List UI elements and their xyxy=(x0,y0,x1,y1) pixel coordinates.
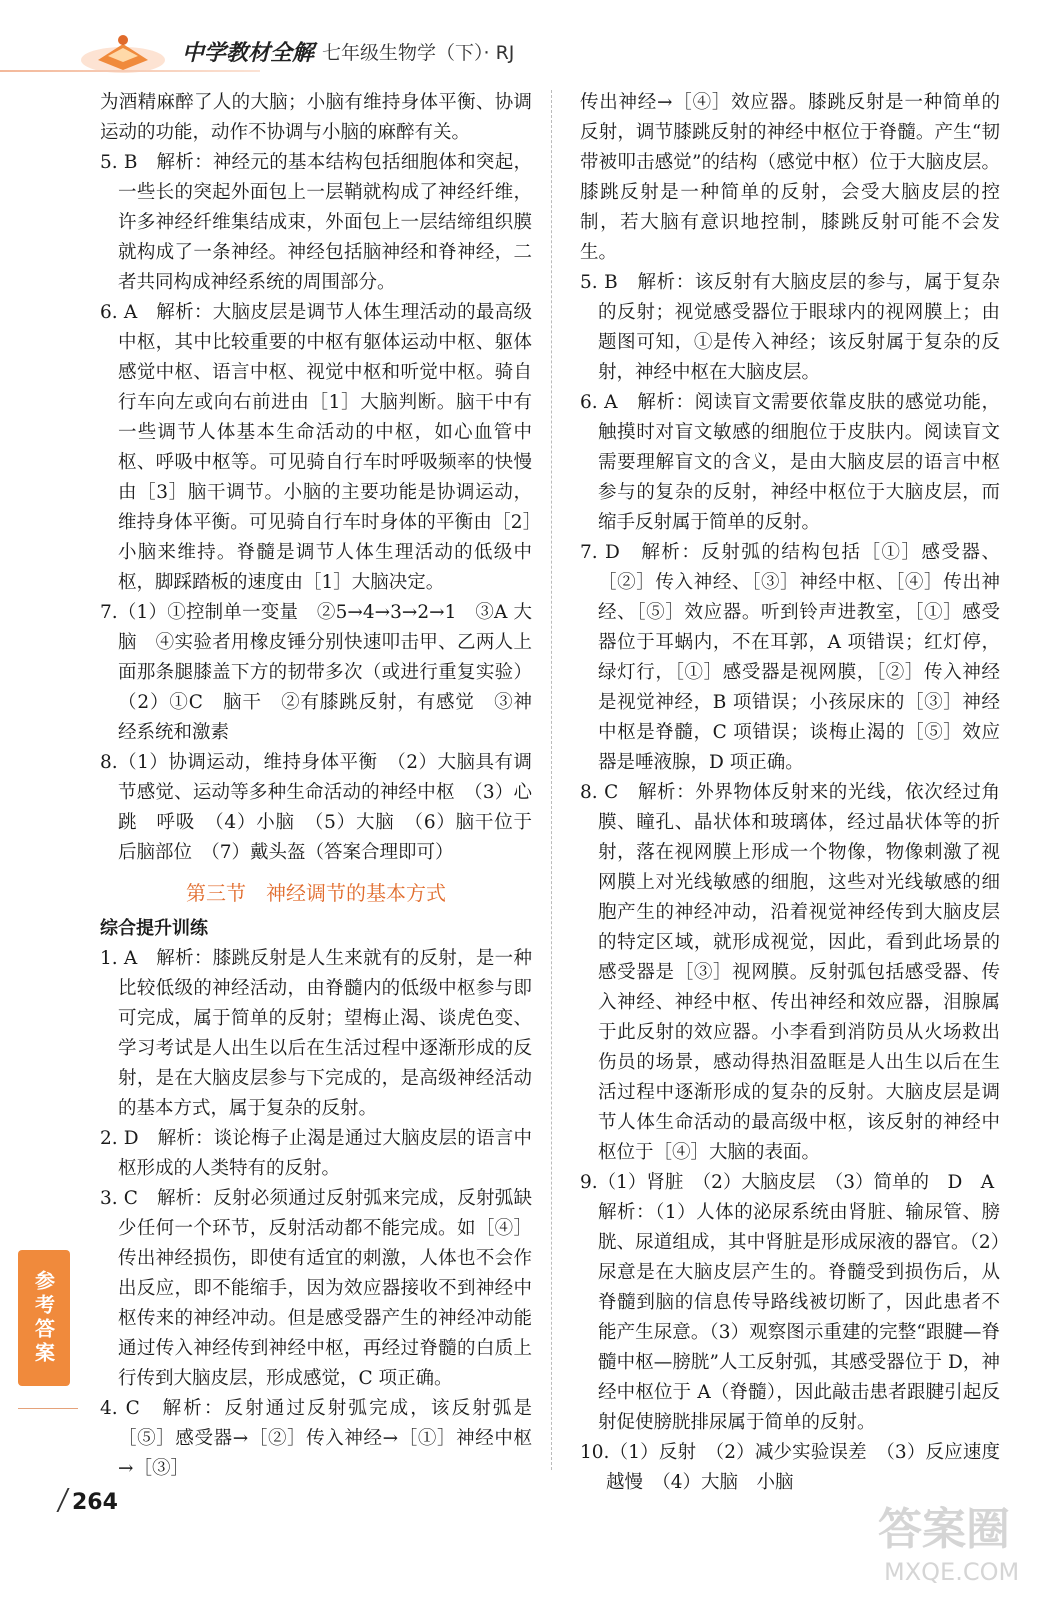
answer-item: 5. B 解析：神经元的基本结构包括细胞体和突起，一些长的突起外面包上一层鞘就构成了神经纤维，许多神经纤维集结成束，外面包上一层结缔组织膜就构成了一条神经。神经包括脑神经和脊神经，二者共同构成神经系统的周围部分。 xyxy=(100,152,532,293)
svg-text:答案圈: 答案圈 xyxy=(878,1504,1010,1555)
answer-item: 10.（1）反射 （2）减少实验误差 （3）反应速度越慢 （4）大脑 小脑 xyxy=(580,1442,1000,1493)
svg-text:MXQE.COM: MXQE.COM xyxy=(884,1558,1020,1586)
left-column xyxy=(100,88,532,1484)
answer-item: 5. B 解析：该反射有大脑皮层的参与，属于复杂的反射；视觉感受器位于眼球内的视网膜上；由题图可知，①是传入神经；该反射属于复杂的反射，神经中枢在大脑皮层。 xyxy=(580,272,1000,383)
section-subtitle: 综合提升训练 xyxy=(100,918,208,939)
answer-item: 9.（1）肾脏 （2）大脑皮层 （3）简单的 D A xyxy=(580,1172,995,1193)
answer-item: 4. C 解析：反射通过反射弧完成，该反射弧是［⑤］感受器→［②］传入神经→［①］神经中枢→［③］ xyxy=(100,1398,532,1479)
watermark-logo xyxy=(870,1490,1050,1590)
answer-item: 3. C 解析：反射必须通过反射弧来完成，反射弧缺少任何一个环节，反射活动都不能完成。如［④］传出神经损伤，即使有适宜的刺激，人体也不会作出反应，即不能缩手，因为效应器接收不到神经中枢传来的神经冲动。但是感受器产生的神经冲动能通过传入神经传到神经中枢，再经过脊髓的白质上行传到大脑皮层，形成感觉，C 项正确。 xyxy=(100,1188,532,1389)
page-header xyxy=(0,0,1063,80)
right-column xyxy=(580,88,1000,1498)
answer-item: 6. A 解析：阅读盲文需要依靠皮肤的感觉功能，触摸时对盲文敏感的细胞位于皮肤内。阅读盲文需要理解盲文的含义，是由大脑皮层的语言中枢参与的复杂的反射，神经中枢位于大脑皮层，而缩手反射属于简单的反射。 xyxy=(580,392,1000,533)
column-divider xyxy=(551,90,552,1470)
answer-explanation: 解析：（1）人体的泌尿系统由肾脏、输尿管、膀胱、尿道组成，其中肾脏是形成尿液的器官。（2）尿意是在大脑皮层产生的。脊髓受到损伤后，从脊髓到脑的信息传导路线被切断了，因此患者不能产生尿意。（3）观察图示重建的完整“跟腱—脊髓中枢—膀胱”人工反射弧，其感受器位于 D，神经中枢位于 A（脊髓），因此敲击患者跟腱引起反射促使膀胱排尿属于简单的反射。 xyxy=(598,1202,1000,1433)
book-title: 中学教材全解 xyxy=(182,41,315,66)
side-rule xyxy=(18,1408,78,1409)
answer-item: 2. D 解析：谈论梅子止渴是通过大脑皮层的语言中枢形成的人类特有的反射。 xyxy=(100,1128,532,1179)
section-title: 第三节 神经调节的基本方式 xyxy=(186,881,446,905)
answer-item: 8.（1）协调运动，维持身体平衡 （2）大脑具有调节感觉、运动等多种生命活动的神经中枢 （3）心跳 呼吸 （4）小脑 （5）大脑 （6）脑干位于后脑部位 （7）戴头盔（答案合理即可） xyxy=(100,752,532,863)
answer-item: 1. A 解析：膝跳反射是人生来就有的反射，是一种比较低级的神经活动，由脊髓内的低级中枢参与即可完成，属于简单的反射；望梅止渴、谈虎色变、学习考试是人出生以后在生活过程中逐渐形成的反射，是在大脑皮层参与下完成的，是高级神经活动的基本方式，属于复杂的反射。 xyxy=(100,948,532,1119)
answer-item: 8. C 解析：外界物体反射来的光线，依次经过角膜、瞳孔、晶状体和玻璃体，经过晶状体等的折射，落在视网膜上形成一个物像，物像刺激了视网膜上对光线敏感的细胞，这些对光线敏感的细胞产生的神经冲动，沿着视觉神经传到大脑皮层的特定区域，就形成视觉，因此，看到此场景的感受器是［③］视网膜。反射弧包括感受器、传入神经、神经中枢、传出神经和效应器，泪腺属于此反射的效应器。小李看到消防员从火场救出伤员的场景，感动得热泪盈眶是人出生以后在生活过程中逐渐形成的复杂的反射。大脑皮层是调节人体生命活动的最高级中枢，该反射的神经中枢位于［④］大脑的表面。 xyxy=(580,782,1000,1163)
answer-item: 6. A 解析：大脑皮层是调节人体生理活动的最高级中枢，其中比较重要的中枢有躯体运动中枢、躯体感觉中枢、语言中枢、视觉中枢和听觉中枢。骑自行车向左或向右前进由［1］大脑判断。脑干中有一些调节人体基本生命活动的中枢，如心血管中枢、呼吸中枢等。可见骑自行车时呼吸频率的快慢由［3］脑干调节。小脑的主要功能是协调运动，维持身体平衡。可见骑自行车时身体的平衡由［2］小脑来维持。脊髓是调节人体生理活动的低级中枢，脚踩踏板的速度由［1］大脑决定。 xyxy=(100,302,532,593)
subject-label: 七年级生物学（下）· RJ xyxy=(322,42,515,64)
answer-text: 为酒精麻醉了人的大脑；小脑有维持身体平衡、协调运动的功能，动作不协调与小脑的麻醉有关。 xyxy=(100,92,532,143)
page-number: 264 xyxy=(72,1490,118,1515)
side-tab-answers xyxy=(18,1250,70,1386)
answer-item: 7. D 解析：反射弧的结构包括［①］感受器、［②］传入神经、［③］神经中枢、［④］传出神经、［⑤］效应器。听到铃声进教室，［①］感受器位于耳蜗内，不在耳郭，A 项错误；红灯停，绿灯行，［①］感受器是视网膜，［②］传入神经是视觉神经，B 项错误；小孩尿床的［③］神经中枢是脊髓，C 项错误；谈梅止渴的［⑤］效应器是唾液腺，D 项正确。 xyxy=(580,542,1000,773)
answer-text: 传出神经→［④］效应器。膝跳反射是一种简单的反射，调节膝跳反射的神经中枢位于脊髓。产生“韧带被叩击感觉”的结构（感觉中枢）位于大脑皮层。膝跳反射是一种简单的反射，会受大脑皮层的控制，若大脑有意识地控制，膝跳反射可能不会发生。 xyxy=(580,92,1000,263)
header-rule xyxy=(0,70,260,72)
answer-item: 7.（1）①控制单一变量 ②5→4→3→2→1 ③A 大脑 ④实验者用橡皮锤分别快速叩击甲、乙两人上面那条腿膝盖下方的韧带多次（或进行重复实验）（2）①C 脑干 ②有膝跳反射，有感觉 ③神经系统和激素 xyxy=(100,602,532,743)
side-tab-label: 参考答案 xyxy=(31,1270,56,1366)
